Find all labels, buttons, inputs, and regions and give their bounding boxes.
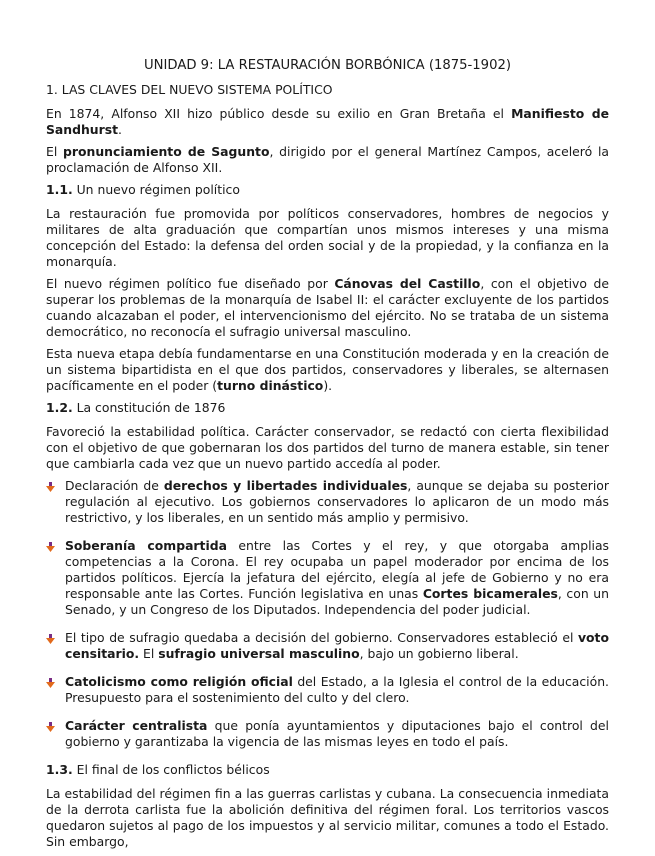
s11-paragraph-2: El nuevo régimen político fue diseñado por Cánovas del Castillo, con el objetivo de superar los problemas de la monarquía de Isabel II: el carácter excluyente de los partidos cuando alcazaban el poder, el intervencionismo del ejército. No se trataba de un sistema democrático, no reconocía el sufragio universal masculino.	[46, 276, 609, 339]
arrow-down-bullet-icon	[46, 678, 55, 688]
section-1-1-heading: 1.1. Un nuevo régimen político	[46, 182, 240, 197]
list-item: Catolicismo como religión oficial del Estado, a la Iglesia el control de la educación. Presupuesto para el sostenimiento del culto y del clero.	[46, 674, 609, 706]
arrow-down-bullet-icon	[46, 542, 55, 552]
arrow-down-bullet-icon	[46, 634, 55, 644]
section-1-2-heading: 1.2. La constitución de 1876	[46, 400, 226, 415]
page-title: UNIDAD 9: LA RESTAURACIÓN BORBÓNICA (1875-1902)	[143, 58, 511, 73]
list-item: El tipo de sufragio quedaba a decisión del gobierno. Conservadores estableció el voto censitario. El sufragio universal masculino, bajo un gobierno liberal.	[46, 630, 609, 662]
list-item: Soberanía compartida entre las Cortes y el rey, y que otorgaba amplias competencias a la Corona. El rey ocupaba un papel moderador por encima de los partidos políticos. Ejercía la jefatura del ejército, elegía al jefe de Gobierno y no era responsable ante las Cortes. Función legislativa en unas Cortes bicamerales, con un Senado, y un Congreso de los Diputados. Independencia del poder judicial.	[46, 538, 609, 618]
s12-paragraph-1: Favoreció la estabilidad política. Carácter conservador, se redactó con cierta flexibilidad con el objetivo de que gobernaran los dos partidos del turno de manera estable, sin tener que cambiarla cada vez que un nuevo partido accedía al poder.	[46, 424, 609, 471]
section-1-heading: 1. LAS CLAVES DEL NUEVO SISTEMA POLÍTICO	[46, 82, 333, 97]
intro-paragraph-2: El pronunciamiento de Sagunto, dirigido por el general Martínez Campos, aceleró la proclamación de Alfonso XII.	[46, 144, 609, 175]
section-1-3-heading: 1.3. El final de los conflictos bélicos	[46, 762, 270, 777]
arrow-down-bullet-icon	[46, 722, 55, 732]
intro-paragraph-1: En 1874, Alfonso XII hizo público desde su exilio en Gran Bretaña el Manifiesto de Sandhurst.	[46, 106, 609, 137]
s13-paragraph-1: La estabilidad del régimen fin a las guerras carlistas y cubana. La consecuencia inmediata de la derrota carlista fue la abolición definitiva del régimen foral. Los territorios vascos quedaron sujetos al pago de los impuestos y al servicio militar, comunes a todo el Estado. Sin embargo,	[46, 786, 609, 849]
document-body	[46, 58, 609, 856]
constitution-bullet-list	[46, 478, 609, 750]
s11-paragraph-1: La restauración fue promovida por políticos conservadores, hombres de negocios y militares de alta graduación que compartían unos mismos intereses y una misma concepción del Estado: la defensa del orden social y de la propiedad, y la confianza en la monarquía.	[46, 206, 609, 269]
arrow-down-bullet-icon	[46, 482, 55, 492]
list-item: Declaración de derechos y libertades individuales, aunque se dejaba su posterior regulación al ejecutivo. Los gobiernos conservadores lo aplicaron de un modo más restrictivo, y los liberales, en un sentido más amplio y permisivo.	[46, 478, 609, 526]
list-item: Carácter centralista que ponía ayuntamientos y diputaciones bajo el control del gobierno y garantizaba la vigencia de las mismas leyes en todo el país.	[46, 718, 609, 750]
s11-paragraph-3: Esta nueva etapa debía fundamentarse en una Constitución moderada y en la creación de un sistema bipartidista en el que dos partidos, conservadores y liberales, se alternasen pacíficamente en el poder (turno dinástico).	[46, 346, 609, 393]
